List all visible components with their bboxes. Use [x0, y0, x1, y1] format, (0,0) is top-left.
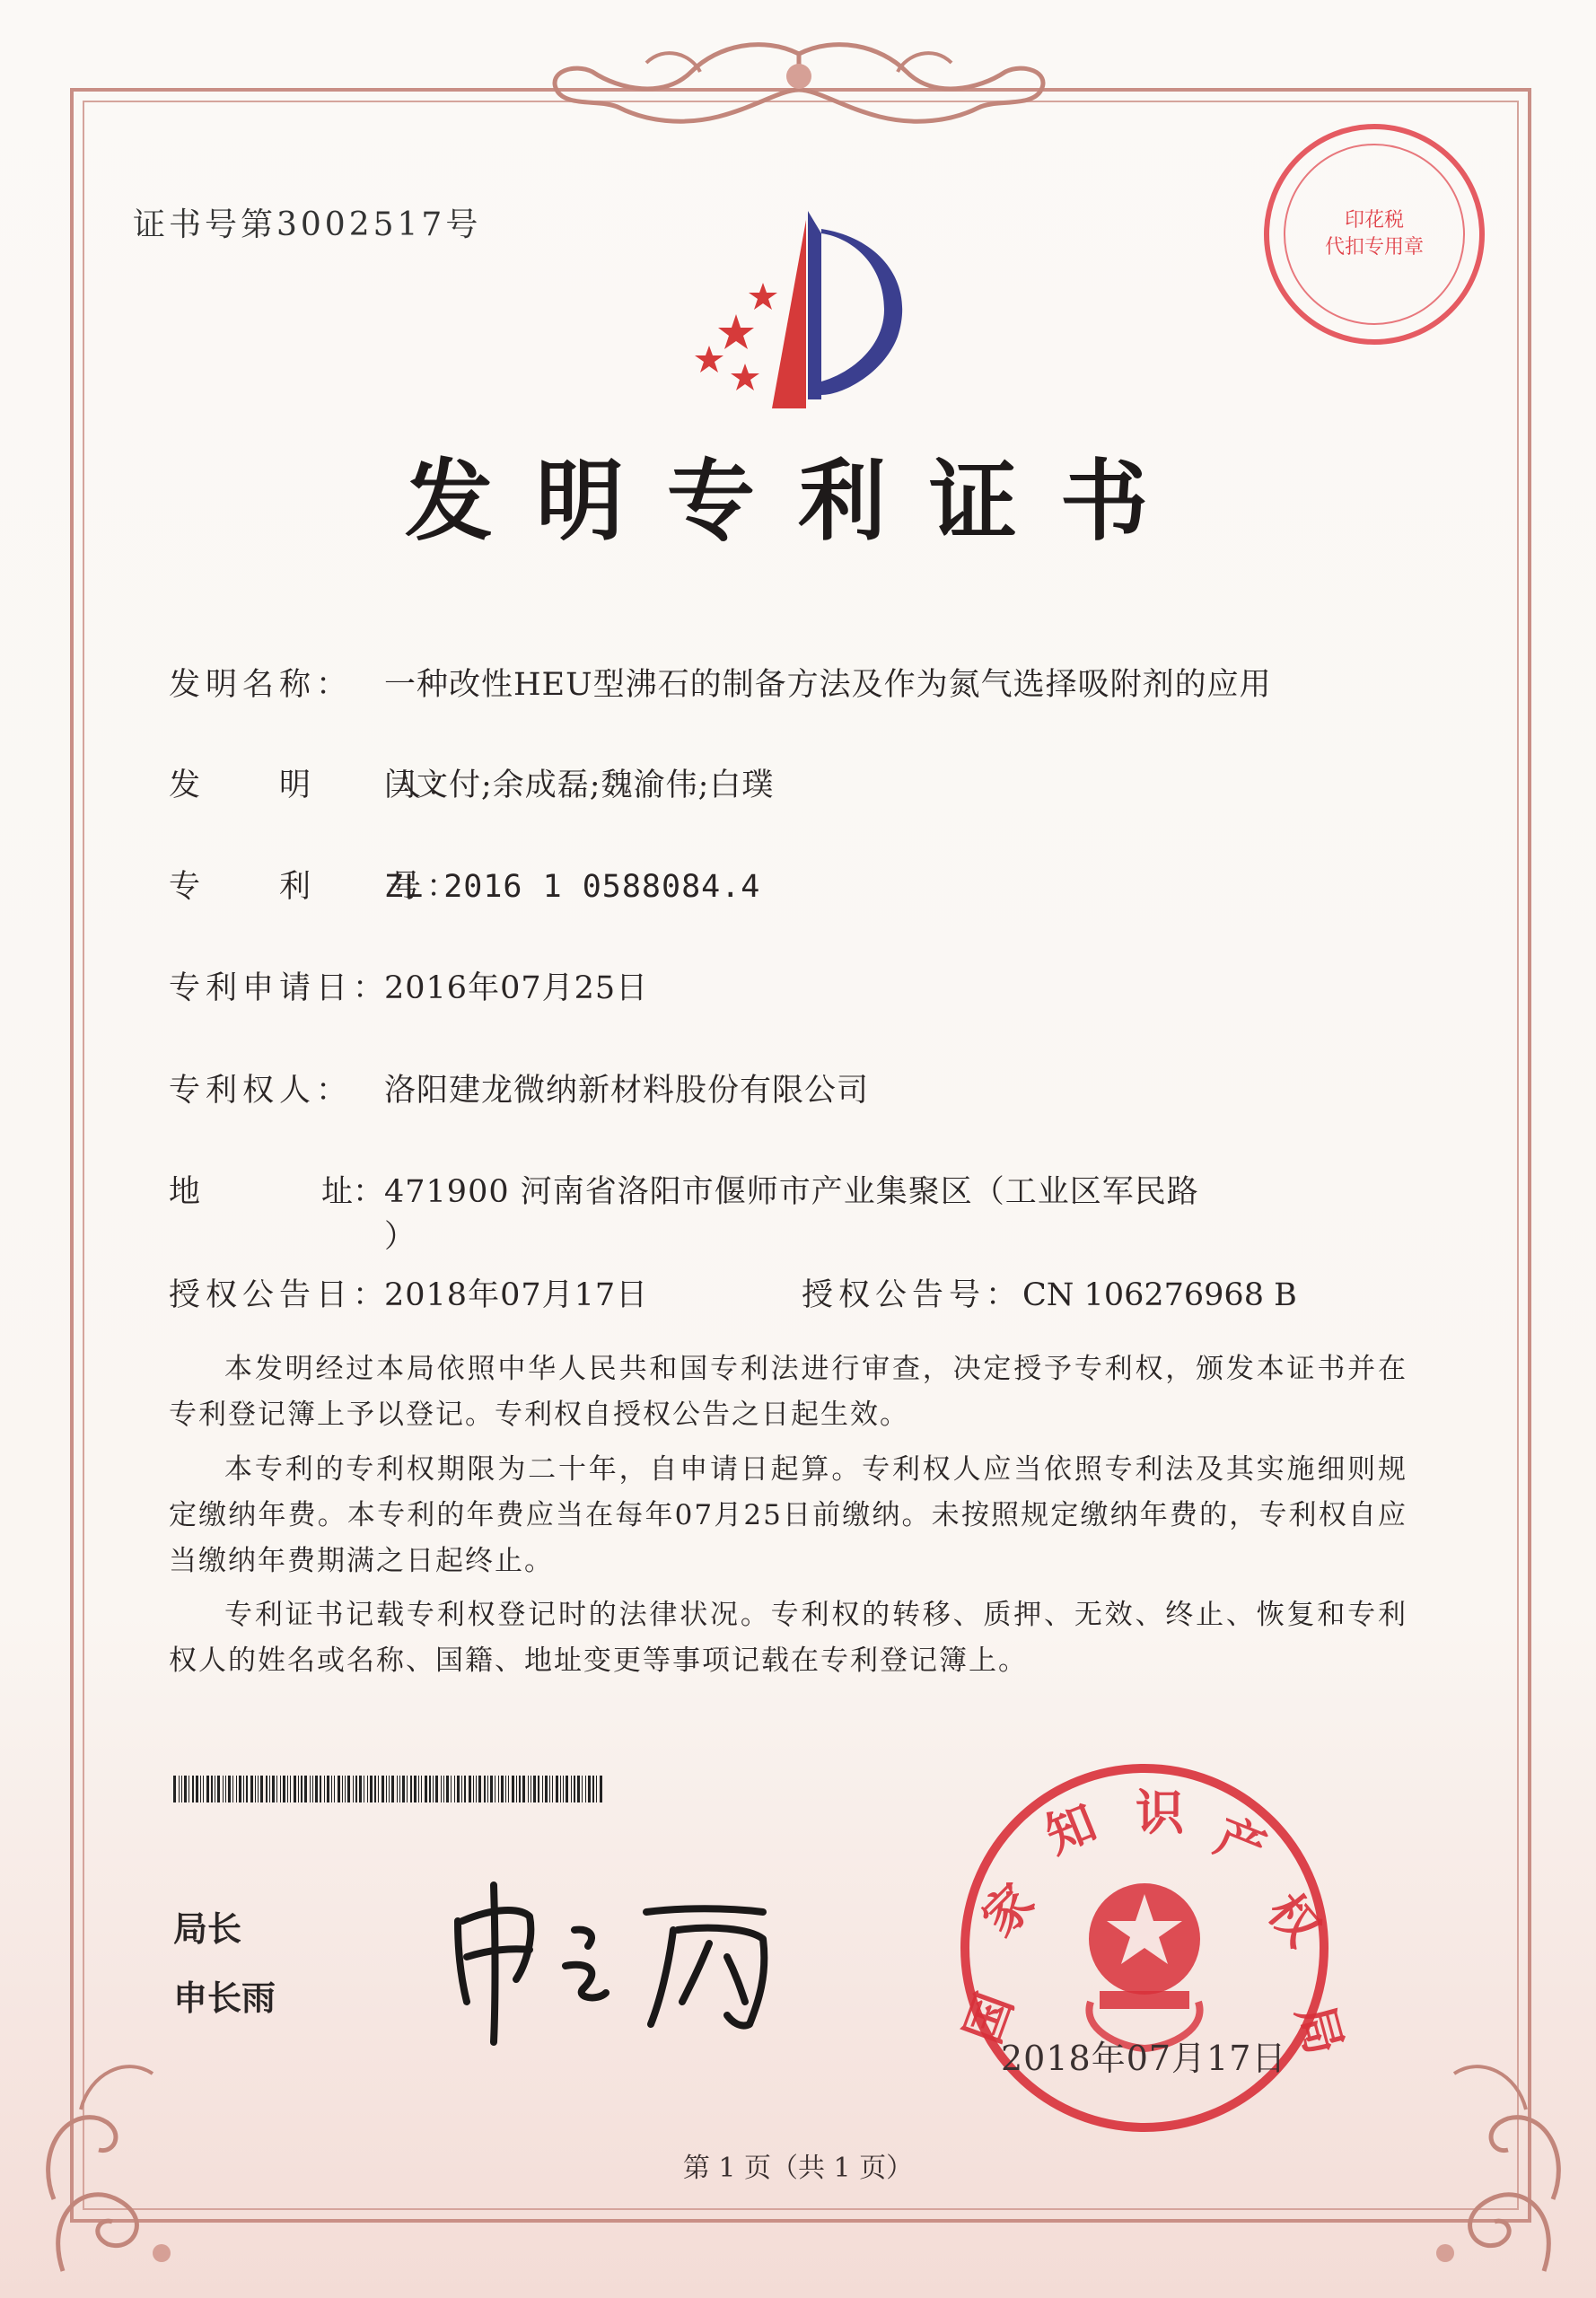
svg-text:家: 家 [970, 1873, 1046, 1948]
address-label-part1: 地 [169, 1174, 201, 1210]
national-ip-seal [954, 1759, 1354, 2136]
svg-text:知: 知 [1038, 1794, 1104, 1865]
svg-text:产: 产 [1207, 1807, 1274, 1879]
tax-seal [1257, 117, 1492, 352]
invention-name-value: 一种改性HEU型沸石的制备方法及作为氮气选择吸附剂的应用 [384, 667, 1272, 703]
patentee-label: 专利权人： [169, 1073, 354, 1109]
grant-date-value: 2018年07月17日 [384, 1277, 649, 1313]
address-value-line1: 471900 河南省洛阳市偃师市产业集聚区（工业区军民路 [384, 1174, 1199, 1210]
certificate-number: 证书号第3002517号 [133, 206, 482, 243]
patent-number-label: 专 利 号： [169, 869, 464, 905]
svg-text:代扣专用章: 代扣专用章 [1324, 236, 1425, 259]
patent-number-value: ZL 2016 1 0588084.4 [384, 869, 761, 905]
barcode [173, 1776, 601, 1802]
inventors-row [169, 760, 774, 805]
filing-date-row [169, 963, 648, 1008]
address-label-part2: 址： [321, 1174, 385, 1210]
svg-text:局: 局 [1285, 1999, 1354, 2061]
inventors-label: 发 明 人： [169, 767, 464, 803]
director-signature [440, 1867, 817, 2047]
filing-date-label: 专利申请日： [169, 970, 390, 1006]
grant-date-row [169, 1270, 648, 1315]
svg-text:权: 权 [1257, 1882, 1332, 1957]
svg-text:国: 国 [954, 1986, 1024, 2051]
issue-date: 2018年07月17日 [1001, 2039, 1287, 2078]
patent-number-row [169, 862, 760, 907]
paragraph-2: 本专利的专利权期限为二十年，自申请日起算。专利权人应当依照专利法及其实施细则规定缴纳年费。本专利的年费应当在每年07月25日前缴纳。未按照规定缴纳年费的，专利权自应当缴纳年费期满之日起终止。 [169, 1453, 1407, 1577]
address-row [169, 1167, 1199, 1212]
top-ornament [539, 36, 1059, 144]
inventors-value: 闫文付;余成磊;魏渝伟;白璞 [384, 767, 775, 803]
grant-number-row [802, 1270, 1297, 1315]
page-title: 发明专利证书 [404, 451, 1191, 553]
patent-office-logo-icon [673, 202, 934, 417]
svg-text:识: 识 [1136, 1785, 1184, 1841]
paragraph-1: 本发明经过本局依照中华人民共和国专利法进行审查，决定授予专利权，颁发本证书并在专利登记簿上予以登记。专利权自授权公告之日起生效。 [169, 1353, 1407, 1431]
director-title: 局长 [173, 1909, 242, 1949]
patentee-value: 洛阳建龙微纳新材料股份有限公司 [384, 1073, 870, 1109]
invention-name-row [169, 660, 1272, 705]
paragraph-3: 专利证书记载专利权登记时的法律状况。专利权的转移、质押、无效、终止、恢复和专利权人的姓名或名称、国籍、地址变更等事项记载在专利登记簿上。 [169, 1599, 1407, 1677]
grant-date-label: 授权公告日： [169, 1277, 390, 1313]
filing-date-value: 2016年07月25日 [384, 970, 649, 1006]
patentee-row [169, 1066, 869, 1110]
address-line2: ） [384, 1219, 417, 1255]
page-number: 第 1 页（共 1 页） [682, 2153, 914, 2184]
grant-number-value: CN 106276968 B [1022, 1277, 1297, 1313]
invention-name-label: 发明名称： [169, 667, 354, 703]
svg-text:印花税: 印花税 [1344, 209, 1405, 232]
director-name: 申长雨 [173, 1978, 276, 2018]
grant-number-label: 授权公告号： [802, 1277, 1023, 1313]
